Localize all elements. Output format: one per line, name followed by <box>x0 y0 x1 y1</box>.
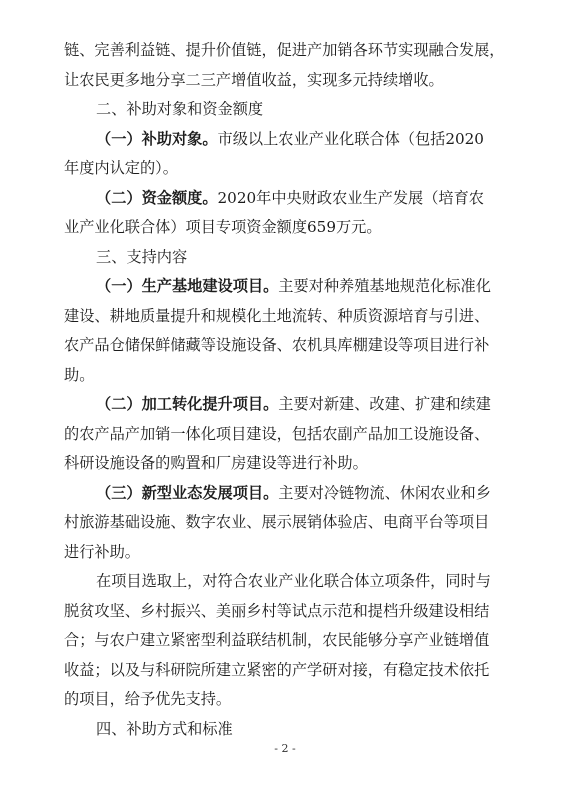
paragraph-line: 的项目，给予优先支持。 <box>64 690 232 708</box>
subsection-title: （一）补助对象。 <box>96 130 218 148</box>
section-heading: 三、支持内容 <box>96 248 188 266</box>
paragraph-line <box>96 188 548 208</box>
paragraph-text: 2020年中央财政农业生产发展（培育农 <box>217 189 484 207</box>
paragraph-line: 在项目选取上，对符合农业产业化联合体立项条件，同时与 <box>96 572 491 590</box>
paragraph-line: 村旅游基础设施、数字农业、展示展销体验店、电商平台等项目 <box>64 513 490 531</box>
paragraph-line <box>96 276 548 296</box>
paragraph-text: 市级以上农业产业化联合体（包括2020 <box>217 130 484 148</box>
paragraph-line <box>96 483 548 503</box>
paragraph-line: 农产品仓储保鲜储藏等设施设备、农机具库棚建设等项目进行补 <box>64 336 490 354</box>
paragraph-line: 脱贫攻坚、乡村振兴、美丽乡村等试点示范和提档升级建设相结 <box>64 602 490 620</box>
paragraph-line: 科研设施设备的购置和厂房建设等进行补助。 <box>64 454 368 472</box>
subsection-title: （一）生产基地建设项目。 <box>96 277 279 295</box>
paragraph-text: 主要对新建、改建、扩建和续建 <box>278 395 491 413</box>
section-heading: 四、补助方式和标准 <box>96 720 233 738</box>
paragraph-line: 进行补助。 <box>64 543 140 561</box>
section-heading: 二、补助对象和资金额度 <box>96 100 264 118</box>
paragraph-line: 助。 <box>64 366 95 384</box>
subsection-title: （三）新型业态发展项目。 <box>96 484 279 502</box>
subsection-title: （二）资金额度。 <box>96 189 218 207</box>
paragraph-text: 主要对冷链物流、休闲农业和乡 <box>278 484 491 502</box>
paragraph-line: 收益；以及与科研院所建立紧密的产学研对接，有稳定技术依托 <box>64 661 490 679</box>
paragraph-line <box>96 129 548 149</box>
paragraph-line: 的农产品产加销一体化项目建设，包括农副产品加工设施设备、 <box>64 425 490 443</box>
paragraph-line: 年度内认定的）。 <box>64 159 178 177</box>
page-number: - 2 - <box>274 742 296 755</box>
paragraph-line: 业产业化联合体）项目专项资金额度659万元。 <box>64 218 382 236</box>
subsection-title: （二）加工转化提升项目。 <box>96 395 279 413</box>
paragraph-text: 主要对种养殖基地规范化标准化 <box>278 277 491 295</box>
paragraph-line: 链、完善利益链、提升价值链，促进产加销各环节实现融合发展， <box>64 41 505 59</box>
paragraph-line <box>96 394 548 414</box>
paragraph-line: 合；与农户建立紧密型利益联结机制，农民能够分享产业链增值 <box>64 631 490 649</box>
paragraph-line: 建设、耕地质量提升和规模化土地流转、种质资源培育与引进、 <box>64 307 490 325</box>
paragraph-line: 让农民更多地分享二三产增值收益，实现多元持续增收。 <box>64 71 444 89</box>
